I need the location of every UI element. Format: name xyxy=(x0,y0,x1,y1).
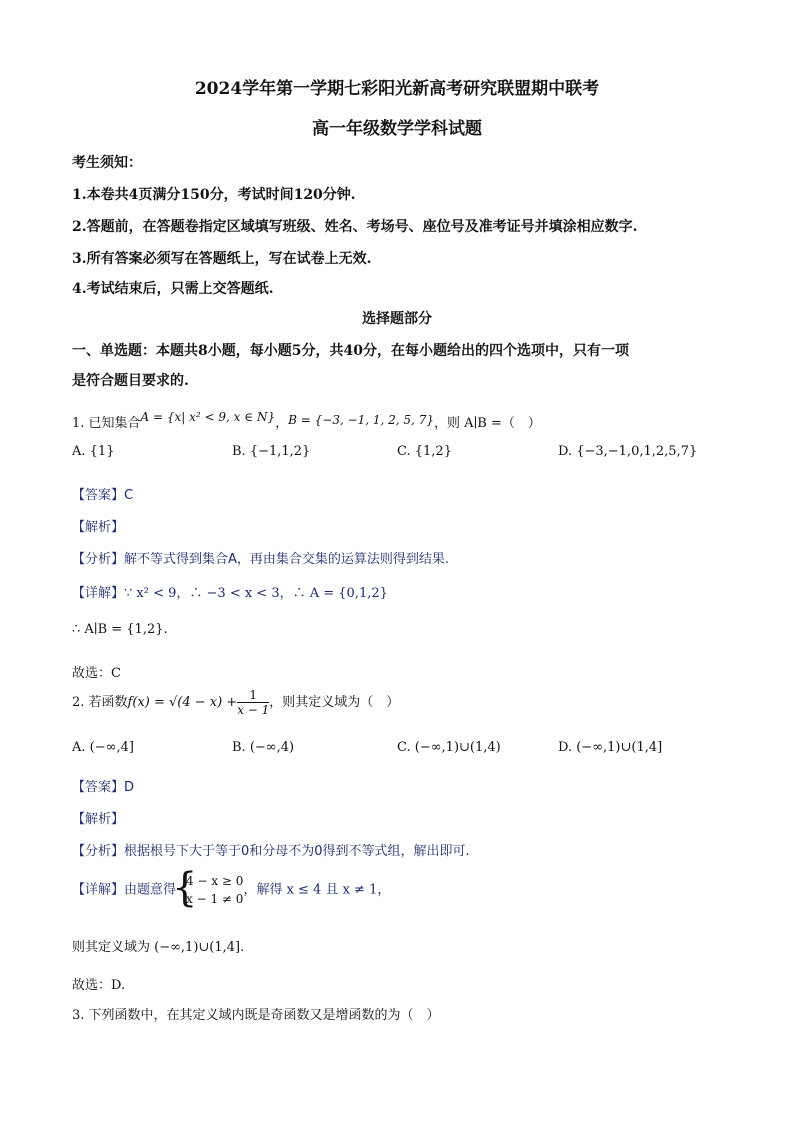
q2-choose xyxy=(72,974,125,993)
q2-detail xyxy=(72,872,390,908)
answer-label: 【答案】 xyxy=(72,780,125,795)
section-intro-line2: 是符合题目要求的. xyxy=(72,373,189,389)
q1-choose xyxy=(72,662,121,681)
q2-fenxi-text: 根据根号下大于等于0和分母不为0得到不等式组，解出即可. xyxy=(124,844,470,859)
q1-option-a: A. {1} xyxy=(72,444,115,459)
q2-fraction xyxy=(237,688,269,717)
q1-option-d: D. {−3,−1,0,1,2,5,7} xyxy=(558,444,698,459)
q1-prefix: 1. 已知集合 xyxy=(72,416,141,431)
q1-option-b: B. {−1,1,2} xyxy=(232,444,311,459)
q1-set-b: B = {−3, −1, 1, 2, 5, 7} xyxy=(288,413,434,427)
q2-inequality-system xyxy=(176,872,243,908)
q2-analysis-label: 【解析】 xyxy=(72,812,125,827)
notice-item-4: 4.考试结束后，只需上交答题纸. xyxy=(72,281,274,297)
notice-heading: 考生须知： xyxy=(72,155,142,171)
q1-option-c: C. {1,2} xyxy=(397,444,452,459)
section-name: 选择题部分 xyxy=(362,311,432,327)
q2-fenxi xyxy=(72,840,470,859)
q2-sys-line2: x − 1 ≠ 0 xyxy=(186,892,244,906)
q1-fenxi-text: 解不等式得到集合A，再由集合交集的运算法则得到结果. xyxy=(124,552,450,567)
question-1 xyxy=(72,412,541,431)
answer-label: 【答案】 xyxy=(72,488,125,503)
q2-option-a: A. (−∞,4] xyxy=(72,740,134,755)
q1-answer xyxy=(72,484,133,503)
q2-frac-num: 1 xyxy=(237,688,269,703)
exam-title: 2024学年第一学期七彩阳光新高考研究联盟期中联考 xyxy=(194,79,600,99)
q2-func-left: f(x) = √(4 − x) + xyxy=(127,695,238,710)
q1-answer-value: C xyxy=(124,488,134,503)
q2-prefix: 2. 若函数 xyxy=(72,695,128,710)
q1-choose-value: C xyxy=(111,666,121,681)
detail-label: 【详解】 xyxy=(72,882,125,898)
q2-answer-value: D xyxy=(124,780,135,795)
exam-subtitle: 高一年级数学学科试题 xyxy=(312,119,482,139)
q2-frac-den: x − 1 xyxy=(237,703,270,717)
q2-tail: ，则其定义域为（ ） xyxy=(269,695,400,710)
notice-item-1: 1.本卷共4页满分150分，考试时间120分钟. xyxy=(72,187,356,203)
q1-comma: ， xyxy=(275,416,289,431)
fenxi-label: 【分析】 xyxy=(72,552,125,567)
q1-detail-line2: ∴ A∣B = {1,2}. xyxy=(72,622,168,637)
detail-label: 【详解】 xyxy=(72,586,125,601)
q1-fenxi xyxy=(72,548,449,567)
q2-option-b: B. (−∞,4) xyxy=(232,740,295,755)
q2-detail-tail: ，解得 x ≤ 4 且 x ≠ 1， xyxy=(243,882,391,898)
question-2 xyxy=(72,688,399,717)
q1-detail-text: ∵ x² < 9，∴ −3 < x < 3，∴ A = {0,1,2} xyxy=(124,586,388,601)
fenxi-label: 【分析】 xyxy=(72,844,125,859)
q2-choose-value: D. xyxy=(111,978,126,993)
q2-option-c: C. (−∞,1)∪(1,4) xyxy=(397,740,501,755)
question-3: 3. 下列函数中，在其定义域内既是奇函数又是增函数的为（ ） xyxy=(72,1008,440,1023)
section-intro-line1: 一、单选题：本题共8小题，每小题5分，共40分，在每小题给出的四个选项中，只有一项 xyxy=(72,343,629,359)
q1-detail xyxy=(72,582,388,601)
q1-tail: ，则 A∣B =（ ） xyxy=(433,416,541,431)
q2-sys-line1: { 4 − x ≥ 0 xyxy=(186,874,244,888)
notice-item-2: 2.答题前，在答题卷指定区域填写班级、姓名、考场号、座位号及准考证号并填涂相应数字. xyxy=(72,219,638,235)
q2-answer xyxy=(72,776,134,795)
choose-label: 故选： xyxy=(72,666,112,681)
q2-domain-text: 则其定义域为 (−∞,1)∪(1,4]. xyxy=(72,940,245,955)
choose-label: 故选： xyxy=(72,978,112,993)
notice-item-3: 3.所有答案必须写在答题纸上，写在试卷上无效. xyxy=(72,251,372,267)
q1-analysis-label: 【解析】 xyxy=(72,520,125,535)
q2-detail-prefix: 由题意得 xyxy=(124,882,177,898)
q2-option-d: D. (−∞,1)∪(1,4] xyxy=(558,740,663,755)
q1-set-a: A = {x| x² < 9, x ∈ N} xyxy=(140,410,276,424)
